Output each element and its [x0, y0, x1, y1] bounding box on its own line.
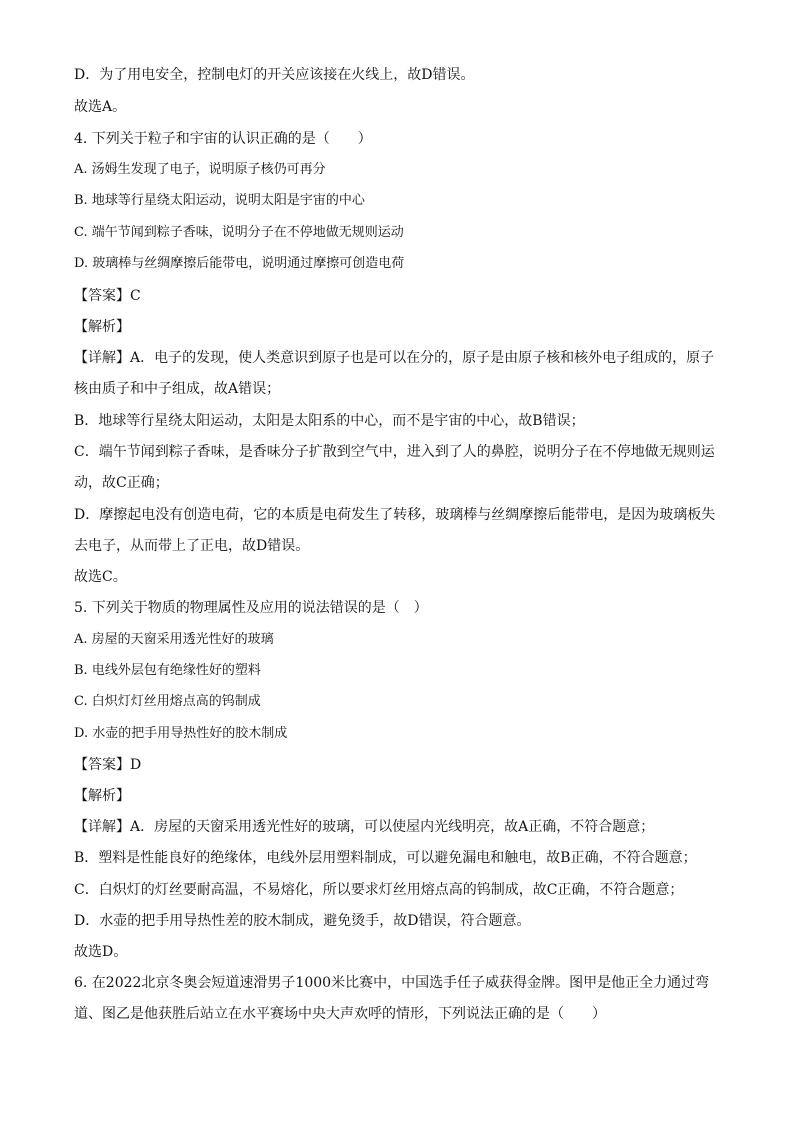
q4-option-b: B. 地球等行星绕太阳运动，说明太阳是宇宙的中心: [74, 193, 365, 208]
q4-option-d: D. 玻璃棒与丝绸摩擦后能带电，说明通过摩擦可创造电荷: [74, 256, 405, 271]
q4-analysis-label: 【解析】: [74, 319, 130, 335]
q5-stem: 5. 下列关于物质的物理属性及应用的说法错误的是（ ）: [74, 600, 428, 616]
q4-detail-c-line2: 动，故C正确；: [74, 475, 169, 491]
q5-detail-b: B．塑料是性能良好的绝缘体，电线外层用塑料制成，可以避免漏电和触电，故B正确，不符合题意；: [74, 850, 697, 866]
q5-option-b: B. 电线外层包有绝缘性好的塑料: [74, 663, 261, 678]
q5-detail-a: 【详解】A．房屋的天窗采用透光性好的玻璃，可以使屋内光线明亮，故A正确，不符合题意；: [74, 819, 655, 835]
q4-answer: 【答案】C: [74, 288, 141, 304]
q4-detail-a-line2: 核由质子和中子组成，故A错误；: [74, 381, 281, 397]
q4-stem: 4. 下列关于粒子和宇宙的认识正确的是（ ）: [74, 131, 372, 147]
q5-analysis-label: 【解析】: [74, 788, 130, 804]
q4-detail-c-line1: C．端午节闻到粽子香味，是香味分子扩散到空气中，进入到了人的鼻腔，说明分子在不停地做无规则运: [74, 444, 715, 460]
q5-detail-c: C．白炽灯的灯丝要耐高温，不易熔化，所以要求灯丝用熔点高的钨制成，故C正确，不符合题意；: [74, 882, 684, 898]
q4-option-c: C. 端午节闻到粽子香味，说明分子在不停地做无规则运动: [74, 225, 404, 240]
q6-stem-line1: 6. 在2022北京冬奥会短道速滑男子1000米比赛中，中国选手任子威获得金牌。图甲是他正全力通过弯: [74, 975, 710, 991]
q5-option-a: A. 房屋的天窗采用透光性好的玻璃: [74, 632, 274, 647]
q6-stem-line2: 道、图乙是他获胜后站立在水平赛场中央大声欢呼的情形，下列说法正确的是（ ）: [74, 1006, 606, 1022]
q4-detail-b: B．地球等行星绕太阳运动，太阳是太阳系的中心，而不是宇宙的中心，故B错误；: [74, 413, 585, 429]
q5-detail-d: D．水壶的把手用导热性差的胶木制成，避免烫手，故D错误，符合题意。: [74, 913, 531, 929]
q4-option-a: A. 汤姆生发现了电子，说明原子核仍可再分: [74, 162, 326, 177]
q5-option-d: D. 水壶的把手用导热性好的胶木制成: [74, 726, 288, 741]
q4-conclusion: 故选C。: [74, 569, 127, 585]
q4-detail-d-line1: D．摩擦起电没有创造电荷，它的本质是电荷发生了转移，玻璃棒与丝绸摩擦后能带电，是因为玻璃板失: [74, 507, 716, 523]
q3-option-d-explanation: D．为了用电安全，控制电灯的开关应该接在火线上，故D错误。: [74, 67, 475, 83]
q4-detail-d-line2: 去电子，从而带上了正电，故D错误。: [74, 538, 310, 554]
q5-option-c: C. 白炽灯灯丝用熔点高的钨制成: [74, 694, 261, 709]
q5-answer: 【答案】D: [74, 757, 142, 773]
q4-detail-a-line1: 【详解】A．电子的发现，使人类意识到原子也是可以在分的，原子是由原子核和核外电子组成的，原子: [74, 350, 715, 366]
q3-conclusion: 故选A。: [74, 99, 127, 115]
q5-conclusion: 故选D。: [74, 944, 128, 960]
